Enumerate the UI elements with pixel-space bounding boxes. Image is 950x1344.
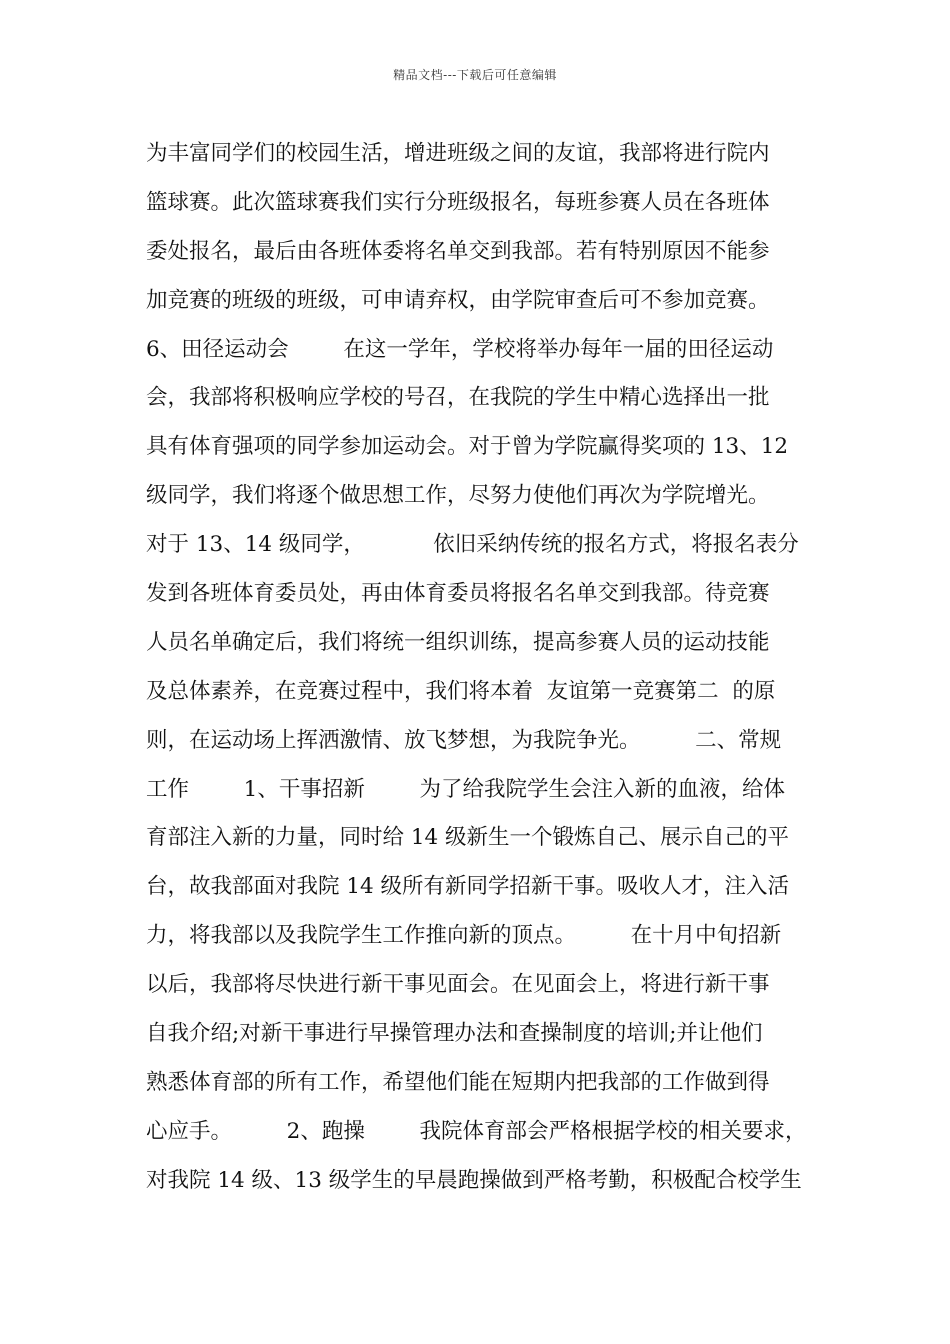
text-line: 会，我部将积极响应学校的号召，在我院的学生中精心选择出一批 (146, 385, 770, 411)
text-line: 对我院 14 级、13 级学生的早晨跑操做到严格考勤，积极配合校学生 (146, 1167, 802, 1193)
body-text (146, 130, 826, 1206)
text-line: 及总体素养，在竞赛过程中，我们将本着 友谊第一竞赛第二 的原 (146, 678, 776, 704)
text-line: 发到各班体育委员处，再由体育委员将报名名单交到我部。待竞赛 (146, 581, 770, 607)
text-line: 具有体育强项的同学参加运动会。对于曾为学院赢得奖项的 13、12 (146, 434, 789, 460)
text-line: 工作 1、干事招新 为了给我院学生会注入新的血液，给体 (146, 776, 786, 802)
text-line: 加竞赛的班级的班级，可申请弃权，由学院审查后可不参加竞赛。 (146, 287, 770, 313)
text-line: 心应手。 2、跑操 我院体育部会严格根据学校的相关要求， (146, 1118, 807, 1144)
text-line: 熟悉体育部的所有工作，希望他们能在短期内把我部的工作做到得 (146, 1069, 770, 1095)
text-line: 人员名单确定后，我们将统一组织训练，提高参赛人员的运动技能 (146, 629, 770, 655)
text-line: 则，在运动场上挥洒激情、放飞梦想，为我院争光。 二、常规 (146, 727, 782, 753)
text-line: 以后，我部将尽快进行新干事见面会。在见面会上，将进行新干事 (146, 972, 770, 998)
text-line: 为丰富同学们的校园生活，增进班级之间的友谊，我部将进行院内 (146, 141, 770, 166)
page-header: 精品文档---下载后可任意编辑 (393, 68, 557, 82)
text-line: 篮球赛。此次篮球赛我们实行分班级报名，每班参赛人员在各班体 (146, 189, 770, 215)
text-line: 级同学，我们将逐个做思想工作，尽努力使他们再次为学院增光。 (146, 483, 770, 509)
text-line: 自我介绍;对新干事进行早操管理办法和查操制度的培训;并让他们 (146, 1021, 763, 1047)
text-line: 育部注入新的力量，同时给 14 级新生一个锻炼自己、展示自己的平 (146, 825, 790, 851)
text-line: 6、田径运动会 在这一学年，学校将举办每年一届的田径运动 (146, 336, 774, 362)
text-line: 对于 13、14 级同学， 依旧采纳传统的报名方式，将报名表分 (146, 532, 799, 558)
text-line: 力，将我部以及我院学生工作推向新的顶点。 在十月中旬招新 (146, 923, 782, 949)
text-line: 委处报名，最后由各班体委将名单交到我部。若有特别原因不能参 (146, 238, 770, 264)
text-line: 台，故我部面对我院 14 级所有新同学招新干事。吸收人才，注入活 (146, 874, 790, 900)
